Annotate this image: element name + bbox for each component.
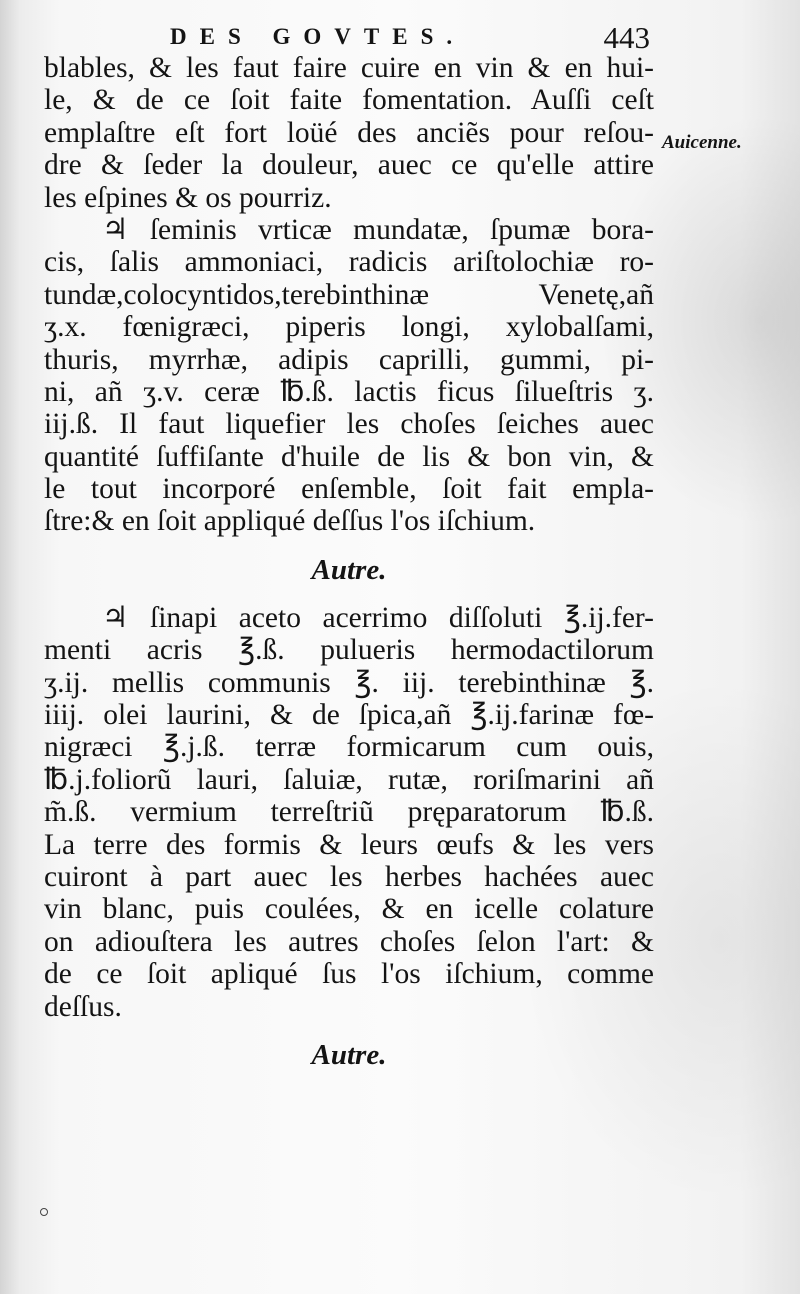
text-line: on adiouſtera les autres choſes ſelon l'art: & — [44, 925, 654, 958]
text-line: emplaſtre eſt fort loüé des anciẽs pour reſou- — [44, 116, 654, 149]
text-line: menti acris ℥.ß. pulueris hermodactilorum — [44, 634, 654, 667]
text-line: tundæ,colocyntidos,terebinthinæ Venetę,añ — [44, 278, 654, 311]
text-line: blables, & les faut faire cuire en vin & en hui- — [44, 52, 654, 84]
running-title: DES GOVTES. — [170, 24, 466, 49]
text-line: m̃.ß. vermium terreſtriũ pręparatorum ℔.ß. — [44, 796, 654, 829]
text-line: ni, añ ʒ.v. ceræ ℔.ß. lactis ficus ſilueſtris ʒ. — [44, 375, 654, 408]
paragraph-2 — [44, 214, 654, 538]
text-line: ʒ.ij. mellis communis ℥. iij. terebinthinæ ℥. — [44, 666, 654, 699]
text-line: ♃ ſeminis vrticæ mundatæ, ſpumæ bora- — [102, 213, 654, 246]
running-head — [170, 12, 650, 56]
page-number: 443 — [603, 20, 650, 55]
text-line: deſſus. — [44, 990, 122, 1023]
text-line: ℔.j.foliorũ lauri, ſaluiæ, rutæ, roriſmarini añ — [44, 763, 654, 796]
text-line: nigræci ℥.j.ß. terræ formicarum cum ouis, — [44, 731, 654, 764]
text-line: iij.ß. Il faut liquefier les choſes ſeiches auec — [44, 408, 654, 441]
text-line: ſtre:& en ſoit appliqué deſſus l'os iſchium. — [44, 505, 536, 538]
text-line: dre & ſeder la douleur, auec ce qu'elle attire — [44, 149, 654, 182]
text-line: La terre des formis & leurs œufs & les vers — [44, 828, 654, 861]
text-line: vin blanc, puis coulées, & en icelle colature — [44, 893, 654, 926]
text-line: les eſpines & os pourriz. — [44, 181, 332, 214]
text-line: le, & de ce ſoit faite fomentation. Auſſi ceſt — [44, 84, 654, 117]
text-line: ʒ.x. fœnigræci, piperis longi, xylobalſami, — [44, 311, 654, 344]
section-heading: Autre. — [311, 1038, 387, 1071]
text-line: cis, ſalis ammoniaci, radicis ariſtolochiæ ro- — [44, 246, 654, 279]
section-heading: Autre. — [311, 553, 387, 586]
ink-speck — [40, 1208, 48, 1216]
text-line: le tout incorporé enſemble, ſoit fait empla- — [44, 473, 654, 506]
text-line: iiij. olei laurini, & de ſpica,añ ℥.ij.farinæ fœ- — [44, 699, 654, 732]
text-line: cuiront à part auec les herbes hachées auec — [44, 860, 654, 893]
paragraph-3 — [44, 602, 654, 1023]
text-line: quantité ſuffiſante d'huile de lis & bon vin, & — [44, 440, 654, 473]
paragraph-1 — [44, 52, 654, 214]
text-block — [44, 52, 654, 1087]
text-line: ♃ ſinapi aceto acerrimo diſſoluti ℥.ij.fer- — [102, 601, 654, 634]
text-line: de ce ſoit apliqué ſus l'os iſchium, comme — [44, 958, 654, 991]
text-line: thuris, myrrhæ, adipis caprilli, gummi, pi- — [44, 343, 654, 376]
margin-note: Auicenne. — [662, 132, 742, 153]
